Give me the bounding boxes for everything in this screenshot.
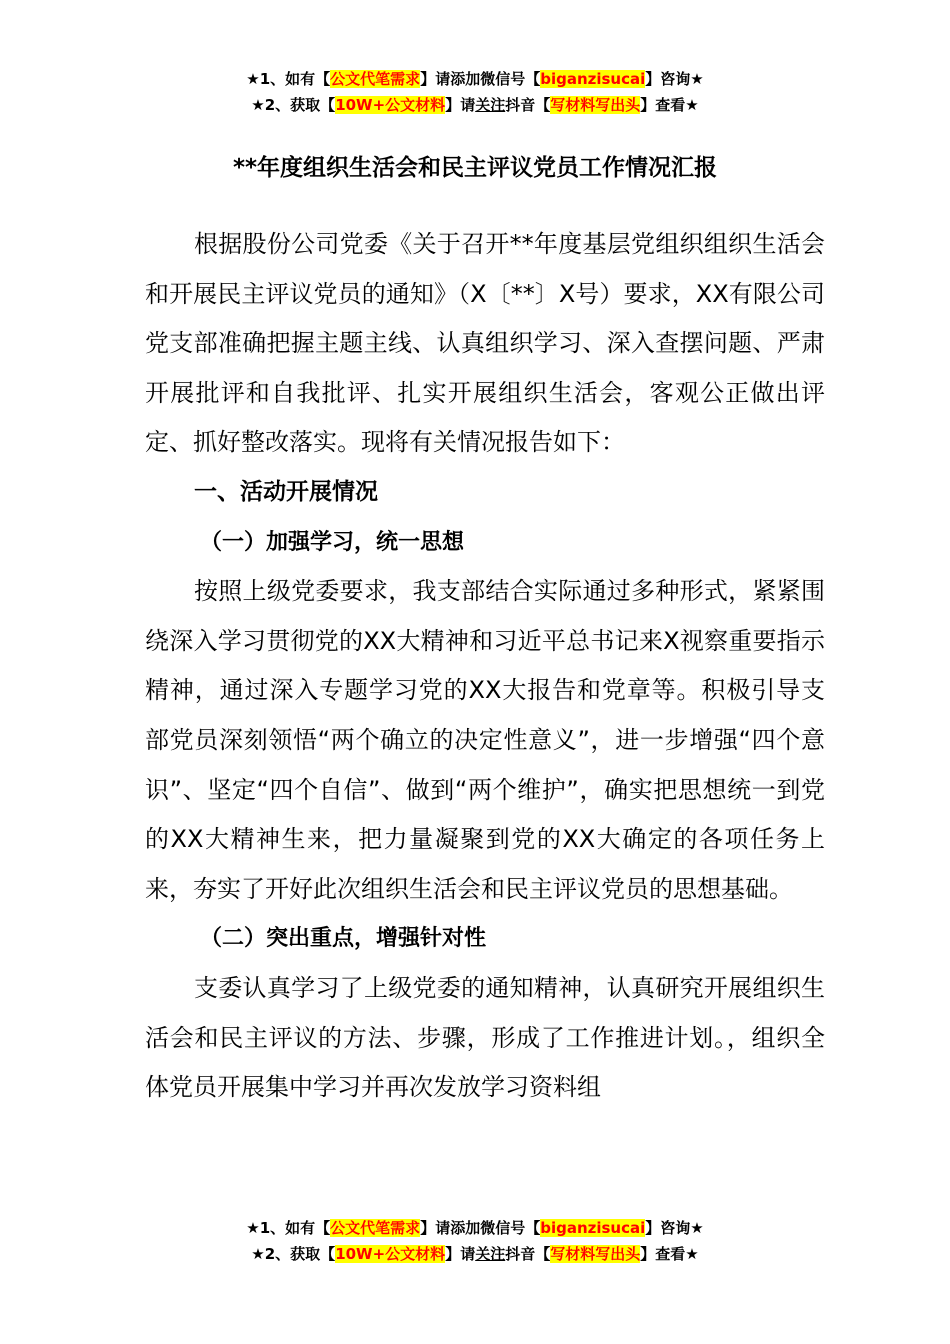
document-body (145, 220, 825, 1113)
highlight-service: 公文代笔需求 (330, 70, 421, 88)
document-title: **年度组织生活会和民主评议党员工作情况汇报 (232, 155, 718, 181)
underline-follow: 关注 (475, 1245, 506, 1263)
highlight-materials: 10W+公文材料 (335, 1245, 446, 1263)
banner-line-1: ★1、如有【公文代笔需求】请添加微信号【biganzisucai】咨询★ (246, 1219, 704, 1237)
paragraph-focus: 支委认真学习了上级党委的通知精神，认真研究开展组织生活会和民主评议的方法、步骤，形成了工作推进计划。，组织全体党员开展集中学习并再次发放学习资料组 (145, 973, 825, 1102)
highlight-wechat-id: biganzisucai (540, 70, 646, 88)
highlight-wechat-id: biganzisucai (540, 1219, 646, 1237)
highlight-materials: 10W+公文材料 (335, 96, 446, 114)
highlight-douyin: 写材料写出头 (550, 96, 641, 114)
highlight-douyin: 写材料写出头 (550, 1245, 641, 1263)
section-heading: 一、活动开展情况 (194, 478, 378, 505)
underline-follow: 关注 (475, 96, 506, 114)
subsection-heading-1: （一）加强学习，统一思想 (200, 529, 465, 555)
bottom-banner (0, 1215, 950, 1267)
banner-line-2: ★2、获取【10W+公文材料】请关注抖音【写材料写出头】查看★ (251, 1245, 699, 1263)
banner-line-1: ★1、如有【公文代笔需求】请添加微信号【biganzisucai】咨询★ (246, 70, 704, 88)
top-banner (0, 66, 950, 118)
highlight-service: 公文代笔需求 (330, 1219, 421, 1237)
paragraph-study: 按照上级党委要求，我支部结合实际通过多种形式，紧紧围绕深入学习贯彻党的XX大精神和习近平总书记来X视察重要指示精神，通过深入专题学习党的XX大报告和党章等。积极引导支部党员深刻领悟“两个确立的决定性意义”，进一步增强“四个意识”、坚定“四个自信”、做到“两个维护”，确实把思想统一到党的XX大精神生来，把力量凝聚到党的XX大确定的各项任务上来，夯实了开好此次组织生活会和民主评议党员的思想基础。 (145, 577, 825, 903)
subsection-heading-2: （二）突出重点，增强针对性 (200, 926, 487, 952)
paragraph-intro: 根据股份公司党委《关于召开**年度基层党组织组织生活会和开展民主评议党员的通知》（X〔**〕X号）要求，XX有限公司党支部准确把握主题主线、认真组织学习、深入查摆问题、严肃开展批评和自我批评、扎实开展组织生活会，客观公正做出评定、抓好整改落实。现将有关情况报告如下： (145, 230, 825, 457)
banner-line-2: ★2、获取【10W+公文材料】请关注抖音【写材料写出头】查看★ (251, 96, 699, 114)
